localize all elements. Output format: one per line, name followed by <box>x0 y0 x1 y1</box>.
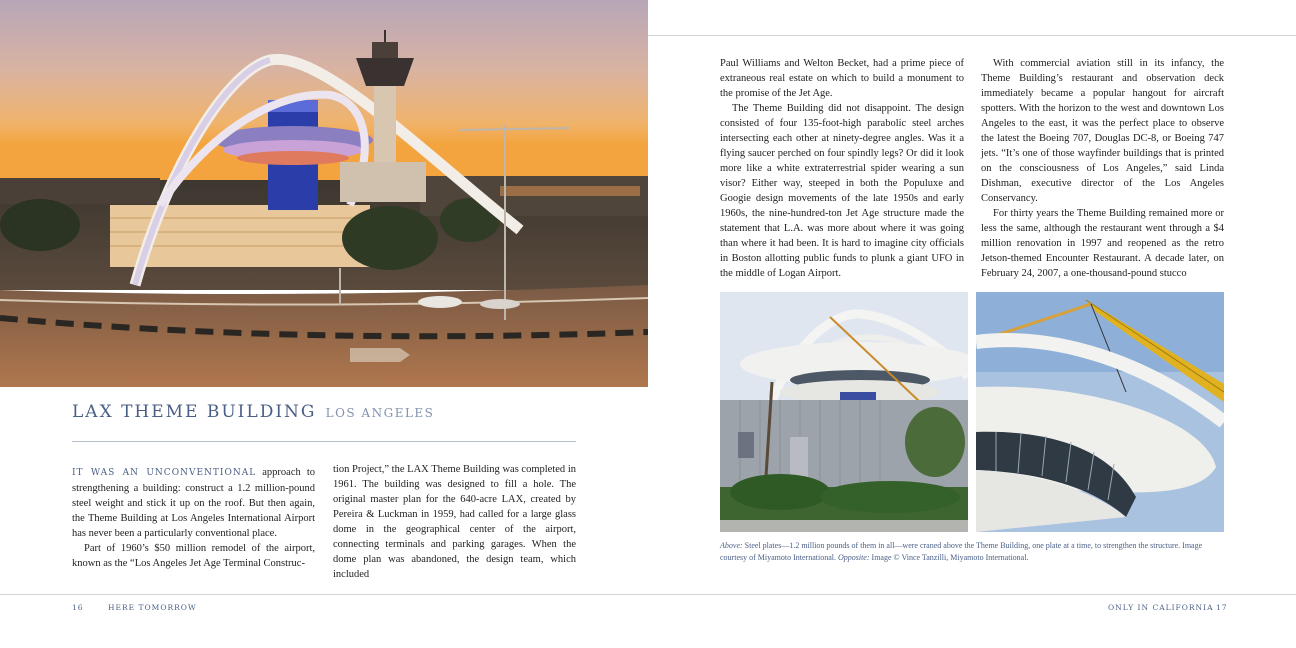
left-running-title: HERE TOMORROW <box>108 603 197 612</box>
caption-opposite-text: Image © Vince Tanzilli, Miyamoto International. <box>869 553 1029 562</box>
paragraph: tion Project,” the LAX Theme Building was completed in 1961. The building was designed to fill a hole. The original master plan for the 640-acre LAX, created by Pereira & Luckman in 1959, had called for a large glass dome in the geographical center of the airport, connecting terminals and parking garages. When the dome plan was abandoned, the design team, which included <box>333 464 576 580</box>
paragraph: Part of 1960’s $50 million remodel of the airport, known as the “Los Angeles Jet Age Terminal Construc- <box>72 543 315 569</box>
heading-location: LOS ANGELES <box>325 406 435 420</box>
caption-above-label: Above: <box>720 541 743 550</box>
paragraph: For thirty years the Theme Building remained more or less the same, although the restaurant went through a $4 million renovation in 1997 and reopened as the retro Jetson-themed Encounter Restaurant. A decade later, on February 24, 2007, a one-thousand-pound stucco <box>981 208 1224 279</box>
paragraph <box>72 465 315 541</box>
caption-above-text: Steel plates—1.2 million pounds of them in all—were craned above the Theme Building, one plate at a time, to strengthen the structure. Image courtesy of Miyamoto International. <box>720 541 1203 562</box>
paragraph-text: approach to strengthening a building: construct a 1.2 million-pound steel weight and stick it up on the roof. But then again, the Theme Building at Los Angeles International Airport has never been a particularly conventional place. <box>72 467 315 539</box>
lead-in-smallcaps: IT WAS AN UNCONVENTIONAL <box>72 468 257 478</box>
crane-steel-plate-photo <box>976 292 1224 532</box>
text-column-4 <box>981 56 1224 281</box>
caption-opposite-label: Opposite: <box>837 553 870 562</box>
right-running-title: ONLY IN CALIFORNIA <box>1108 603 1214 612</box>
paragraph: With commercial aviation still in its infancy, the Theme Building’s restaurant and observation deck immediately became a popular hangout for aircraft spotters. With the horizon to the west and downtown Los Angeles to the east, it was the perfect place to observe the latest the Boeing 707, Douglas DC-8, or Boeing 747 jets. “It’s one of those wayfinder buildings that is printed on the consciousness of Los Angeles,” said Linda Dishman, executive director of the Los Angeles Conservancy. <box>981 58 1224 204</box>
photo-caption <box>720 540 1224 564</box>
heading-title: LAX THEME BUILDING <box>72 402 317 422</box>
heading-rule <box>72 441 576 442</box>
right-page-number: 17 <box>1216 603 1228 612</box>
theme-building-daytime-photo <box>720 292 968 532</box>
text-column-1 <box>72 465 315 571</box>
text-column-3 <box>720 56 964 281</box>
left-page-number: 16 <box>72 603 84 612</box>
top-rule <box>648 35 1296 36</box>
text-column-2 <box>333 462 576 582</box>
theme-building-dusk-photo <box>0 0 648 387</box>
paragraph: Paul Williams and Welton Becket, had a prime piece of extraneous real estate on which to build a monument to the promise of the Jet Age. <box>720 58 964 99</box>
section-heading <box>72 402 576 422</box>
paragraph: The Theme Building did not disappoint. The design consisted of four 135-foot-high parabolic steel arches intersecting each other at ninety-degree angles. Was it a flying saucer perched on four spindly legs? Or did it look more like a white extraterrestrial spider wearing a sun visor? Either way, steeped in both the Populuxe and Googie design movements of the late 1950s and early 1960s, the nine-hundred-ton Jet Age structure made the statement that L.A. was more about where it was going than where it had been. It is hard to imagine city officials in Boston allotting public funds to plunk a giant UFO in the middle of Logan Airport. <box>720 103 964 279</box>
footer-rule <box>0 594 1296 595</box>
